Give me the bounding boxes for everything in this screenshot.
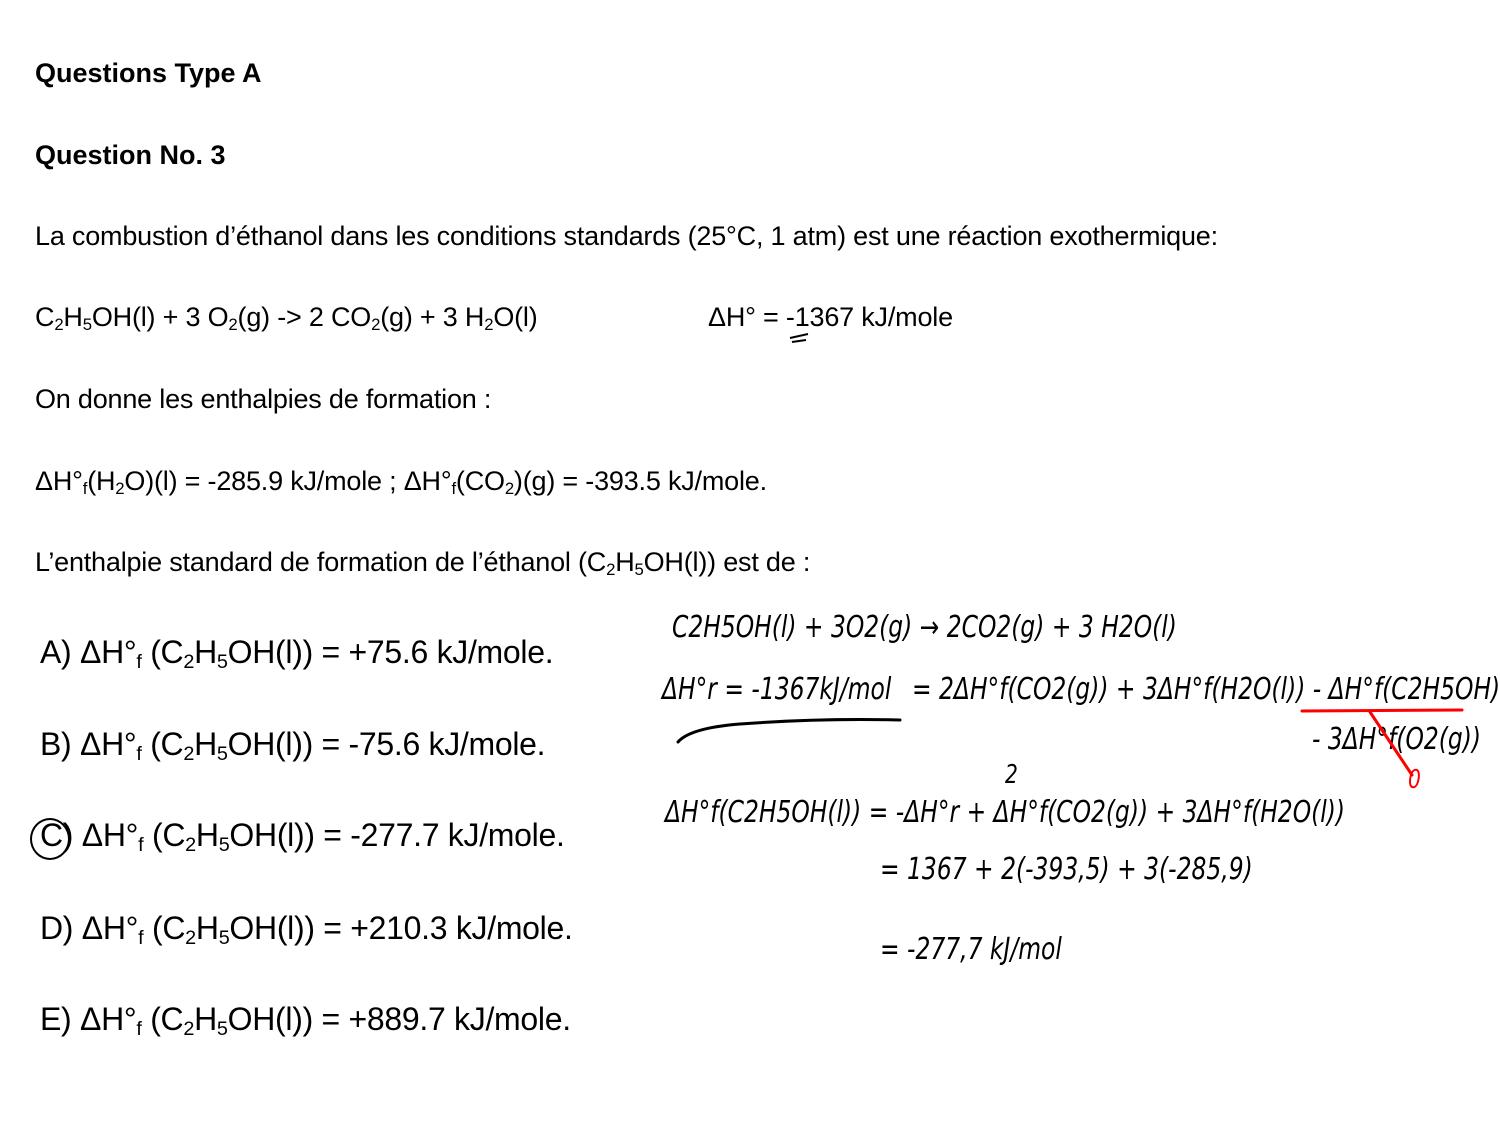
option-a[interactable]: A) $\Delta H^\circ_f$ $(C_2H_5OH(l)) = +75.6$ kJ/mole.: [40, 634, 554, 673]
option-b[interactable]: B) $\Delta H^\circ_f$ $(C_2H_5OH(l)) = -75.6$ kJ/mole.: [40, 726, 546, 765]
handwritten-rearranged: ΔH°f(C2H5OH(l)) = -ΔH°r + ΔH°f(CO2(g)) + 3ΔH°f(H2O(l)): [665, 795, 1346, 830]
handwritten-hess-sum: = 2ΔH°f(CO2(g)) + 3ΔH°f(H2O(l)) - ΔH°f(C2H5OH): [912, 672, 1500, 707]
section-title: Questions Type A: [35, 58, 262, 88]
intro-text: La combustion d’éthanol dans les conditions standards (25°C, 1 atm) est une réaction exothermique:: [35, 221, 1218, 251]
handwritten-o2-term: - 3ΔH°f(O2(g)): [1312, 722, 1481, 757]
handwritten-superscript: 2: [1005, 760, 1018, 790]
handwritten-delta-hr: ΔH°r = -1367kJ/mol: [662, 672, 892, 707]
given-label: On donne les enthalpies de formation :: [35, 384, 492, 414]
handwritten-reaction: C2H5OH(l) + 3O2(g) → 2CO2(g) + 3 H2O(l): [672, 610, 1177, 645]
handwritten-result: = -277,7 kJ/mol: [880, 932, 1062, 967]
given-values: $\Delta H^\circ_f(H_2O)(l) = -285.9$ kJ/mole ; $\Delta H^\circ_f(CO_2)(g) = -393.5$ kJ/mole.: [35, 466, 767, 499]
option-d[interactable]: D) $\Delta H^\circ_f$ $(C_2H_5OH(l)) = +210.3$ kJ/mole.: [40, 910, 573, 949]
handwritten-red-zero: 0: [1408, 765, 1421, 795]
question-text: L’enthalpie standard de formation de l’éthanol $(C_2H_5OH(l))$ est de :: [35, 547, 811, 580]
option-c[interactable]: C) $\Delta H^\circ_f$ $(C_2H_5OH(l)) = -277.7$ kJ/mole.: [40, 817, 565, 856]
handwritten-substitution: = 1367 + 2(-393,5) + 3(-285,9): [880, 852, 1253, 887]
question-title: Question No. 3: [35, 140, 226, 170]
reaction-equation: $C_2H_5OH(l) + 3$ $O_2(g) -> 2$ $CO_2(g) + 3$ $H_2O(l)$: [35, 302, 538, 335]
reaction-enthalpy: ΔH° = -1367 kJ/mole: [708, 302, 953, 332]
option-e[interactable]: E) $\Delta H^\circ_f$ $(C_2H_5OH(l)) = +889.7$ kJ/mole.: [40, 1001, 571, 1040]
